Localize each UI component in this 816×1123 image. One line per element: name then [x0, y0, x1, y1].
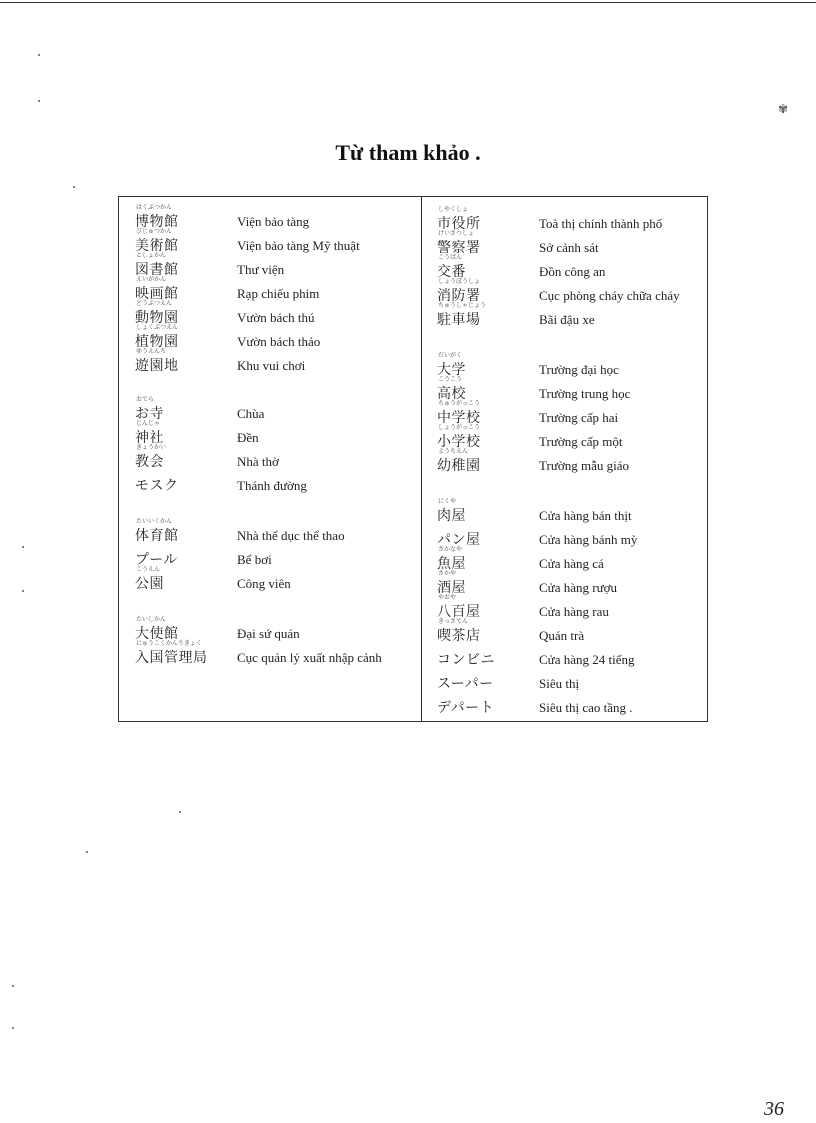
- japanese-term: 警察署: [437, 240, 481, 256]
- japanese-term: 消防署: [437, 288, 481, 304]
- furigana-reading: さかなや: [438, 546, 463, 553]
- vocab-row: [437, 448, 629, 477]
- furigana-reading: じんじゃ: [136, 420, 161, 427]
- vietnamese-meaning: Bãi đậu xe: [539, 312, 595, 327]
- japanese-term: 中学校: [437, 410, 481, 426]
- vietnamese-meaning: Trường cấp hai: [539, 410, 619, 425]
- furigana-reading: たいいくかん: [136, 518, 173, 525]
- vietnamese-meaning: Thư viện: [237, 262, 285, 277]
- japanese-term: パン屋: [437, 532, 481, 548]
- furigana-reading: こうこう: [438, 376, 463, 383]
- vietnamese-meaning: Công viên: [237, 576, 291, 591]
- vietnamese-meaning: Thánh đường: [237, 478, 307, 493]
- furigana-reading: ちゅうがっこう: [438, 400, 481, 407]
- japanese-term: スーパー: [437, 676, 494, 692]
- japanese-term: 交番: [437, 264, 466, 280]
- vocab-row: [135, 348, 306, 377]
- japanese-term: 小学校: [437, 434, 481, 450]
- japanese-term: デパート: [437, 700, 495, 716]
- japanese-term: 高校: [437, 386, 466, 402]
- vietnamese-meaning: Nhà thờ: [237, 454, 279, 469]
- japanese-term: 博物館: [135, 214, 179, 230]
- japanese-term: 神社: [135, 430, 164, 446]
- vocab-row: [437, 649, 635, 671]
- vietnamese-meaning: Cửa hàng bánh mỳ: [539, 532, 638, 547]
- vietnamese-meaning: Cửa hàng cá: [539, 556, 604, 571]
- furigana-reading: けいさつしょ: [438, 230, 475, 237]
- furigana-reading: にゅうこくかんりきょく: [136, 640, 202, 647]
- vietnamese-meaning: Siêu thị cao tầng .: [539, 700, 633, 715]
- vietnamese-meaning: Nhà thể dục thể thao: [237, 528, 345, 543]
- japanese-term: 酒屋: [437, 580, 466, 596]
- japanese-term: モスク: [135, 478, 179, 494]
- scan-speck: [38, 100, 40, 102]
- scan-speck: [86, 851, 88, 853]
- vietnamese-meaning: Trường cấp một: [539, 434, 623, 449]
- furigana-reading: にくや: [438, 498, 457, 505]
- furigana-reading: おてら: [136, 396, 154, 403]
- vietnamese-meaning: Đồn công an: [539, 264, 606, 279]
- vietnamese-meaning: Cục phòng cháy chữa cháy: [539, 288, 680, 303]
- vocab-row: [135, 475, 307, 497]
- japanese-term: 映画館: [135, 286, 179, 302]
- furigana-reading: しょうがっこう: [438, 424, 481, 431]
- scan-speck: [38, 54, 40, 56]
- furigana-reading: だいがく: [438, 352, 463, 359]
- vietnamese-meaning: Vườn bách thảo: [237, 334, 321, 349]
- furigana-reading: どうぶつえん: [136, 300, 173, 307]
- japanese-term: 八百屋: [437, 604, 481, 620]
- scan-speck: [179, 811, 181, 813]
- vocab-row: [135, 566, 291, 595]
- vietnamese-meaning: Viện bảo tàng: [237, 214, 310, 229]
- vietnamese-meaning: Cửa hàng rau: [539, 604, 609, 619]
- vocab-row: [437, 498, 632, 527]
- page-title: Từ tham khảo .: [335, 140, 481, 165]
- japanese-term: 幼稚園: [437, 458, 481, 474]
- japanese-term: 動物園: [135, 310, 179, 326]
- vocab-row: [135, 518, 345, 547]
- vietnamese-meaning: Trường mẫu giáo: [539, 458, 629, 473]
- corner-stamp-icon: ✾: [778, 102, 789, 116]
- furigana-reading: しょうぼうしょ: [438, 278, 481, 285]
- japanese-term: 駐車場: [437, 312, 481, 328]
- japanese-term: 遊園地: [135, 358, 179, 374]
- vietnamese-meaning: Rạp chiếu phim: [237, 286, 320, 301]
- furigana-reading: こうばん: [438, 254, 463, 261]
- japanese-term: 美術館: [135, 238, 179, 254]
- furigana-reading: ちゅうしゃじょう: [438, 302, 487, 309]
- furigana-reading: さかや: [438, 570, 457, 577]
- furigana-reading: ゆうえんち: [136, 348, 167, 355]
- vocab-row: [437, 302, 595, 331]
- vietnamese-meaning: Quán trà: [539, 628, 585, 643]
- japanese-term: 入国管理局: [135, 650, 208, 666]
- japanese-term: 植物園: [135, 334, 179, 350]
- vietnamese-meaning: Cửa hàng rượu: [539, 580, 618, 595]
- vocab-row: [437, 618, 585, 647]
- furigana-reading: しやくしょ: [438, 206, 469, 213]
- vocab-row: [437, 673, 580, 695]
- vocab-row: [135, 640, 382, 669]
- japanese-term: 市役所: [437, 216, 481, 232]
- furigana-reading: ようちえん: [438, 448, 469, 455]
- scan-speck: [22, 546, 24, 548]
- japanese-term: 大使館: [135, 626, 179, 642]
- furigana-reading: はくぶつかん: [136, 204, 173, 211]
- japanese-term: コンビニ: [437, 652, 495, 668]
- japanese-term: 図書館: [135, 262, 179, 278]
- vietnamese-meaning: Khu vui chơi: [237, 358, 306, 373]
- vietnamese-meaning: Viện bảo tàng Mỹ thuật: [237, 238, 360, 253]
- vietnamese-meaning: Đại sứ quán: [237, 626, 300, 641]
- top-border-line: [0, 2, 816, 3]
- vietnamese-meaning: Cửa hàng bán thịt: [539, 508, 632, 523]
- page-number: 36: [764, 1098, 784, 1120]
- vietnamese-meaning: Siêu thị: [539, 676, 580, 691]
- furigana-reading: たいしかん: [136, 616, 167, 623]
- vietnamese-meaning: Cửa hàng 24 tiếng: [539, 652, 635, 667]
- scan-speck: [12, 1027, 14, 1029]
- furigana-reading: こうえん: [136, 566, 161, 573]
- vietnamese-meaning: Toà thị chính thành phố: [539, 216, 663, 231]
- japanese-term: 教会: [135, 454, 164, 470]
- scan-speck: [22, 590, 24, 592]
- japanese-term: お寺: [135, 406, 164, 422]
- japanese-term: 大学: [437, 362, 466, 378]
- japanese-term: 公園: [135, 576, 164, 592]
- vocab-row: [135, 444, 279, 473]
- scan-speck: [73, 186, 75, 188]
- furigana-reading: しょくぶつえん: [136, 324, 179, 331]
- furigana-reading: としょかん: [136, 252, 167, 259]
- scan-speck: [12, 985, 14, 987]
- vocab-row: [437, 697, 633, 719]
- furigana-reading: びじゅつかん: [136, 228, 173, 235]
- japanese-term: 魚屋: [437, 556, 466, 572]
- vietnamese-meaning: Sở cảnh sát: [539, 240, 599, 255]
- vietnamese-meaning: Đền: [237, 430, 259, 445]
- furigana-reading: きょうかい: [136, 444, 167, 451]
- furigana-reading: えいがかん: [136, 276, 167, 283]
- japanese-term: プール: [135, 552, 178, 568]
- vietnamese-meaning: Chùa: [237, 406, 265, 421]
- furigana-reading: きっさてん: [438, 618, 469, 625]
- vietnamese-meaning: Trường trung học: [539, 386, 631, 401]
- column-divider: [421, 197, 422, 721]
- vietnamese-meaning: Cục quản lý xuất nhập cảnh: [237, 650, 382, 665]
- japanese-term: 体育館: [135, 528, 179, 544]
- vocabulary-table: [118, 196, 708, 722]
- vietnamese-meaning: Bể bơi: [237, 552, 272, 567]
- furigana-reading: やおや: [438, 594, 457, 601]
- japanese-term: 喫茶店: [437, 628, 481, 644]
- vietnamese-meaning: Vườn bách thú: [237, 310, 315, 325]
- vietnamese-meaning: Trường đại học: [539, 362, 619, 377]
- japanese-term: 肉屋: [437, 508, 466, 524]
